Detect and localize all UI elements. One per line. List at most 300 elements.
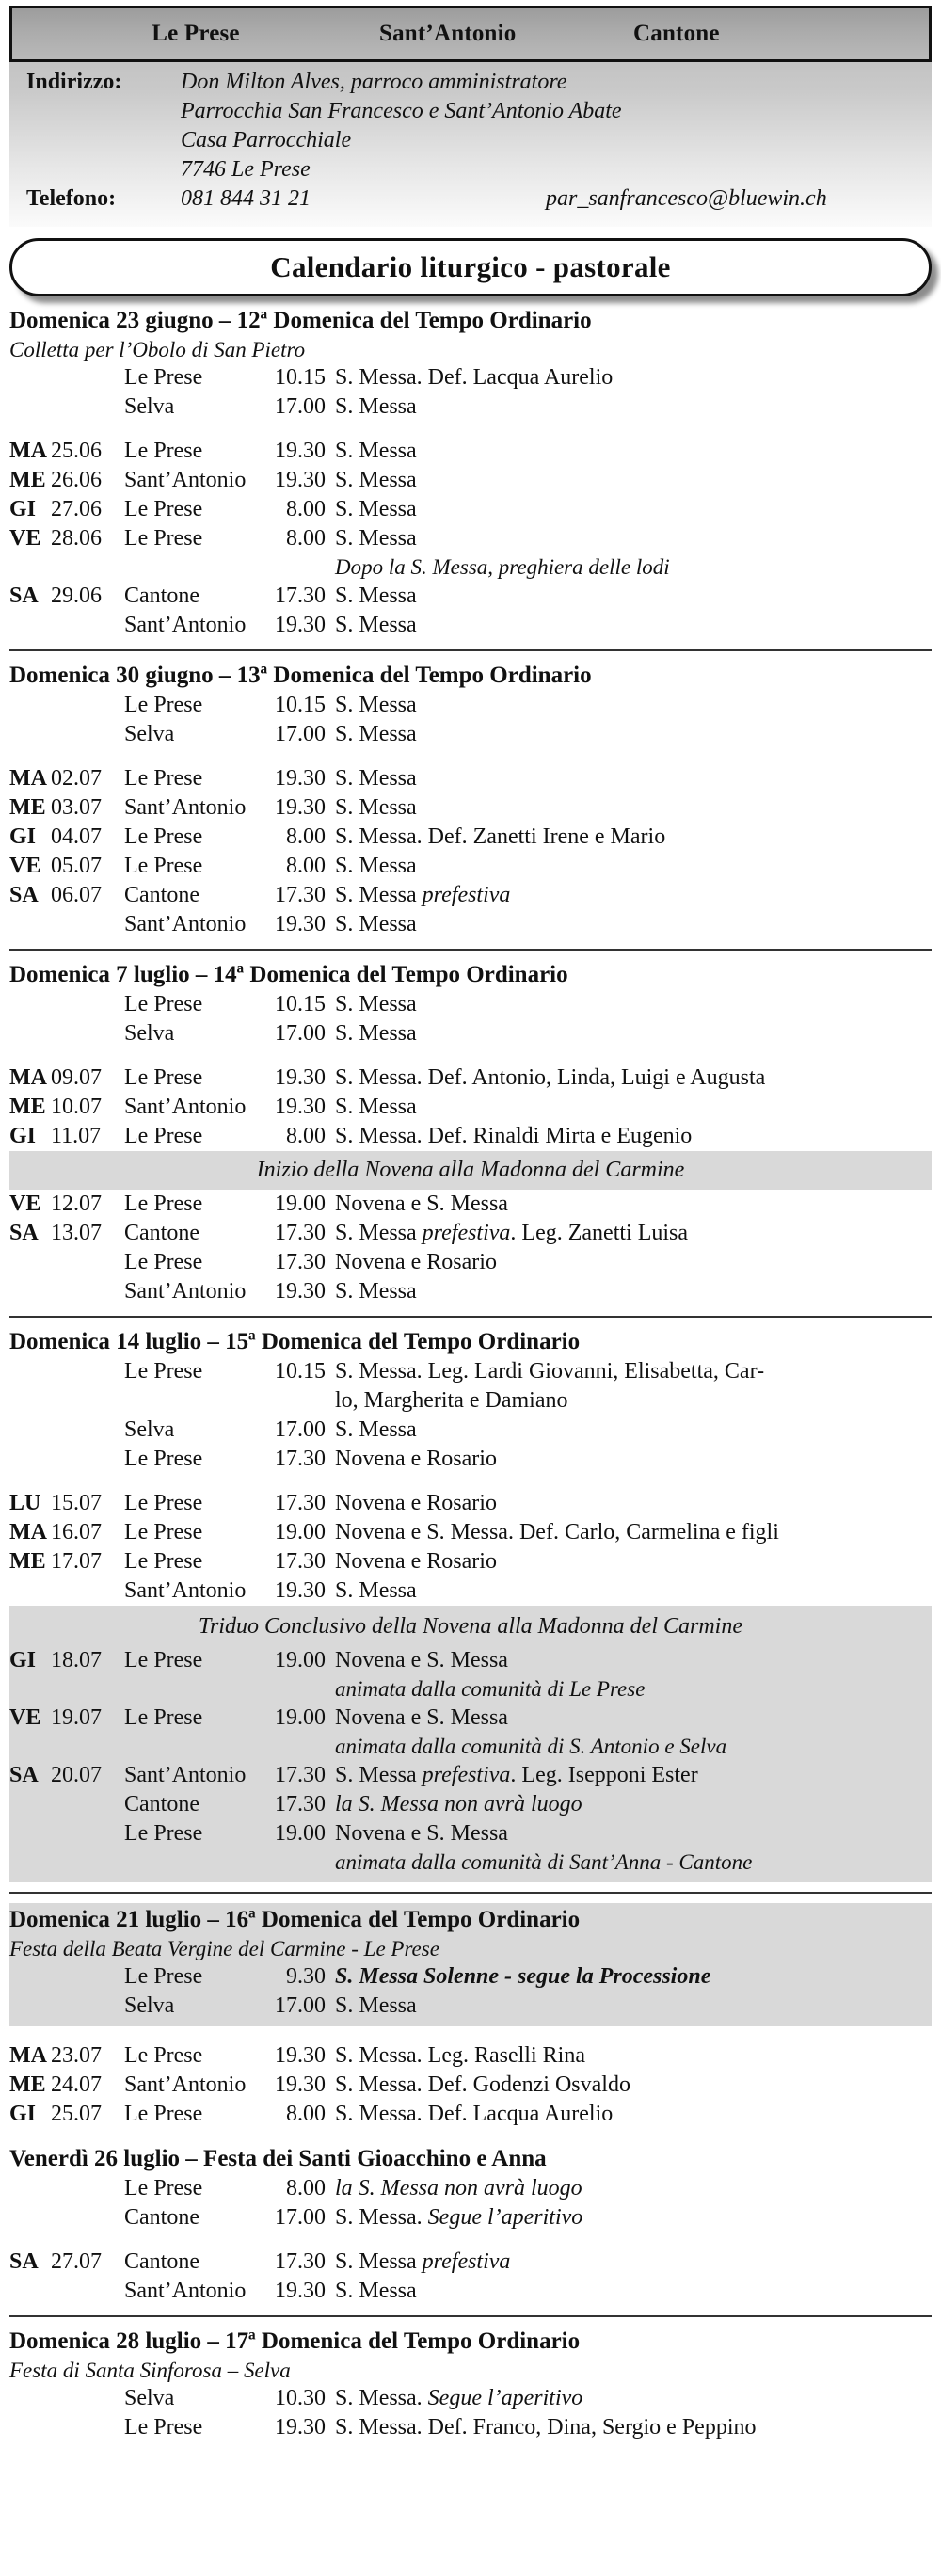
- schedule-row: [9, 2174, 932, 2203]
- row-description-italic: prefestiva: [422, 2249, 511, 2274]
- row-description-main: Novena e Rosario: [335, 1549, 497, 1574]
- row-day-of-week: MA: [9, 1065, 47, 1090]
- row-date: 29.06: [51, 584, 102, 608]
- row-date: 24.07: [51, 2072, 102, 2097]
- row-day-of-week: GI: [9, 824, 37, 849]
- schedule-row: [9, 1819, 932, 1848]
- schedule-note: [9, 1733, 932, 1761]
- note-indent: [9, 1675, 335, 1704]
- row-time: 19.30: [275, 2415, 326, 2440]
- row-time: 19.30: [275, 2072, 326, 2097]
- row-description: [335, 764, 932, 793]
- schedule-row: [9, 1093, 932, 1122]
- row-place: Cantone: [124, 2205, 199, 2230]
- row-place: Sant’Antonio: [124, 2279, 247, 2303]
- schedule-block: [9, 306, 932, 640]
- row-description: [335, 720, 932, 749]
- schedule-row: [9, 764, 932, 793]
- row-place: Selva: [124, 1417, 175, 1442]
- note-text: animata dalla comunità di S. Antonio e Selva: [335, 1735, 727, 1758]
- row-date: 27.06: [51, 497, 102, 521]
- row-place: Le Prese: [124, 1648, 203, 1672]
- schedule-row: [9, 392, 932, 422]
- row-date: 16.07: [51, 1520, 102, 1544]
- block-header: [9, 1903, 932, 2026]
- schedule-row: [9, 1704, 932, 1733]
- row-description: [335, 1962, 932, 1992]
- row-description-main: S. Messa. Def. Zanetti Irene e Mario: [335, 824, 666, 849]
- row-place: Le Prese: [124, 1549, 203, 1574]
- row-description-main: S. Messa.: [335, 2205, 428, 2230]
- row-day-of-week: VE: [9, 526, 41, 551]
- block-header: [9, 306, 932, 422]
- row-description: [335, 1190, 932, 1219]
- row-place: Le Prese: [124, 854, 203, 878]
- row-description-main: S. Messa. Def. Rinaldi Mirta e Eugenio: [335, 1124, 693, 1148]
- block-header: [9, 1327, 932, 1474]
- row-description-main: S. Messa: [335, 394, 417, 419]
- row-place: Sant’Antonio: [124, 468, 247, 492]
- row-description: [335, 1248, 932, 1277]
- triduo-section: [9, 1606, 932, 1882]
- address-line-1: Don Milton Alves, parroco amministratore: [181, 70, 567, 94]
- row-description: [335, 524, 932, 553]
- row-description-italic: la S. Messa non avrà luogo: [335, 1792, 582, 1816]
- block-title: Domenica 23 giugno – 12ª Domenica del Tempo Ordinario: [9, 308, 592, 333]
- schedule-block: [9, 2327, 932, 2442]
- row-description: [335, 2277, 932, 2306]
- row-description: [335, 1219, 932, 1248]
- schedule-row: [9, 1219, 932, 1248]
- row-description: [335, 2413, 932, 2442]
- row-description-main: S. Messa: [335, 1221, 423, 1245]
- block-title: Domenica 28 luglio – 17ª Domenica del Tempo Ordinario: [9, 2328, 581, 2354]
- row-time: 17.30: [275, 1447, 326, 1471]
- row-date: 26.06: [51, 468, 102, 492]
- row-day-of-week: ME: [9, 1549, 46, 1574]
- feast-subheading: Venerdì 26 luglio – Festa dei Santi Gioacchino e Anna: [9, 2146, 547, 2171]
- row-place: Le Prese: [124, 1447, 203, 1471]
- row-description-main: S. Messa: [335, 2279, 417, 2303]
- note-indent: [9, 1848, 335, 1877]
- row-time: 19.00: [275, 1705, 326, 1730]
- row-description-main: S. Messa: [335, 795, 417, 820]
- schedule-row: [9, 2100, 932, 2129]
- row-time: 19.00: [275, 1821, 326, 1846]
- row-description: [335, 1646, 932, 1675]
- row-description-main: S. Messa. Leg. Raselli Rina: [335, 2043, 585, 2068]
- block-spacer: [9, 2129, 932, 2144]
- address-line-4: 7746 Le Prese: [181, 157, 311, 182]
- row-time: 10.15: [275, 365, 326, 390]
- row-time: 8.00: [286, 497, 326, 521]
- row-time: 17.00: [275, 1417, 326, 1442]
- schedule-row: [9, 1992, 932, 2021]
- block-subtitle: Festa di Santa Sinforosa – Selva: [9, 2359, 291, 2382]
- row-description-main: Novena e Rosario: [335, 1491, 497, 1515]
- row-place: Selva: [124, 394, 175, 419]
- row-description: [335, 1761, 932, 1790]
- schedule-row: [9, 1489, 932, 1518]
- row-time: 10.15: [275, 693, 326, 717]
- row-place: Sant’Antonio: [124, 1095, 247, 1119]
- block-spacer: [9, 2026, 932, 2041]
- schedule-row: [9, 2041, 932, 2071]
- row-time: 8.00: [286, 526, 326, 551]
- schedule-note: [9, 1675, 932, 1704]
- block-header: [9, 661, 932, 749]
- row-day-of-week: GI: [9, 1648, 37, 1672]
- schedule-row: [9, 495, 932, 524]
- contact-detail-rows: [9, 62, 932, 227]
- row-description: [335, 1819, 932, 1848]
- row-place: Le Prese: [124, 439, 203, 463]
- block-header: [9, 960, 932, 1048]
- row-time: 19.30: [275, 2043, 326, 2068]
- block-subtitle: Festa della Beata Vergine del Carmine - Le Prese: [9, 1937, 439, 1960]
- row-description-main: S. Messa: [335, 439, 417, 463]
- row-time: 8.00: [286, 824, 326, 849]
- row-description: [335, 990, 932, 1019]
- row-description: [335, 2071, 932, 2100]
- row-place: Le Prese: [124, 1065, 203, 1090]
- row-description: [335, 2384, 932, 2413]
- row-time: 17.00: [275, 722, 326, 746]
- row-time: 19.00: [275, 1192, 326, 1216]
- row-date: 02.07: [51, 766, 102, 791]
- schedule-row: [9, 1248, 932, 1277]
- row-description-main: S. Messa: [335, 468, 417, 492]
- row-place: Sant’Antonio: [124, 1279, 247, 1304]
- row-place: Cantone: [124, 584, 199, 608]
- row-time: 17.00: [275, 1993, 326, 2018]
- row-description-italic: prefestiva: [422, 883, 511, 907]
- row-date: 09.07: [51, 1065, 102, 1090]
- row-place: Sant’Antonio: [124, 2072, 247, 2097]
- row-date: 23.07: [51, 2043, 102, 2068]
- address-line-3: Casa Parrocchiale: [181, 128, 352, 152]
- row-place: Sant’Antonio: [124, 795, 247, 820]
- row-description: [335, 495, 932, 524]
- schedule-row: [9, 1122, 932, 1151]
- row-description-main: Novena e Rosario: [335, 1250, 497, 1274]
- block-spacer: [9, 1048, 932, 1064]
- schedule-row: [9, 2277, 932, 2306]
- section-band: Triduo Conclusivo della Novena alla Madonna del Carmine: [9, 1608, 932, 1646]
- parish-name-le-prese: Le Prese: [152, 21, 240, 46]
- row-place: Le Prese: [124, 365, 203, 390]
- row-description-main: S. Messa. Def. Antonio, Linda, Luigi e Augusta: [335, 1065, 766, 1090]
- row-description-main: S. Messa. Def. Lacqua Aurelio: [335, 2102, 614, 2126]
- row-day-of-week: MA: [9, 439, 47, 463]
- row-time: 17.30: [275, 2249, 326, 2274]
- row-date: 10.07: [51, 1095, 102, 1119]
- row-description: [335, 1093, 932, 1122]
- row-time: 10.15: [275, 992, 326, 1016]
- row-place: Le Prese: [124, 526, 203, 551]
- row-description-italic: la S. Messa non avrà luogo: [335, 2176, 582, 2200]
- row-time: 8.00: [286, 2102, 326, 2126]
- telephone-row: [9, 184, 932, 214]
- block-header: [9, 2327, 932, 2442]
- row-date: 11.07: [51, 1124, 102, 1148]
- parish-names-bar: [9, 6, 932, 62]
- row-description: [335, 910, 932, 939]
- schedule-row: [9, 1416, 932, 1445]
- row-day-of-week: MA: [9, 1520, 47, 1544]
- row-place: Le Prese: [124, 1124, 203, 1148]
- row-description: [335, 1445, 932, 1474]
- schedule-row: [9, 1576, 932, 1606]
- row-time: 17.30: [275, 1763, 326, 1787]
- schedule-block: [9, 1327, 932, 1882]
- row-day-of-week: SA: [9, 1221, 39, 1245]
- schedule-row: [9, 582, 932, 611]
- row-description-main: S. Messa. Def. Godenzi Osvaldo: [335, 2072, 630, 2097]
- row-day-of-week: MA: [9, 766, 47, 791]
- row-time: 19.30: [275, 1095, 326, 1119]
- row-description-main: Novena e S. Messa: [335, 1821, 508, 1846]
- row-place: Le Prese: [124, 2176, 203, 2200]
- row-time: 17.30: [275, 584, 326, 608]
- schedule-note: [9, 1848, 932, 1877]
- row-date: 27.07: [51, 2249, 102, 2274]
- row-description-italic: prefestiva: [422, 1221, 511, 1245]
- parish-contact-card: [9, 6, 932, 227]
- row-description: [335, 2174, 932, 2203]
- row-place: Cantone: [124, 1221, 199, 1245]
- block-divider: [9, 2315, 932, 2317]
- row-date: 25.07: [51, 2102, 102, 2126]
- schedule-row: [9, 1019, 932, 1048]
- block-title: Domenica 7 luglio – 14ª Domenica del Tempo Ordinario: [9, 962, 568, 987]
- row-description-italic: Segue l’aperitivo: [427, 2386, 583, 2410]
- row-place: Selva: [124, 722, 175, 746]
- row-description-main: S. Messa. Def. Franco, Dina, Sergio e Peppino: [335, 2415, 757, 2440]
- row-description: [335, 1277, 932, 1306]
- row-description-main: S. Messa: [335, 584, 417, 608]
- row-description: [335, 611, 932, 640]
- row-place: Le Prese: [124, 1359, 203, 1384]
- schedule-row: [9, 1386, 932, 1416]
- schedule-row: [9, 910, 932, 939]
- row-time: 19.30: [275, 1065, 326, 1090]
- row-date: 12.07: [51, 1192, 102, 1216]
- block-divider: [9, 1892, 932, 1894]
- row-date: 13.07: [51, 1221, 102, 1245]
- row-description-italic: prefestiva: [422, 1763, 511, 1787]
- row-description-main: S. Messa: [335, 1993, 417, 2018]
- calendar-banner-title: Calendario liturgico - pastorale: [270, 250, 671, 283]
- row-description: [335, 1064, 932, 1093]
- row-place: Le Prese: [124, 992, 203, 1016]
- row-place: Sant’Antonio: [124, 912, 247, 936]
- row-date: 04.07: [51, 824, 102, 849]
- block-divider: [9, 649, 932, 651]
- block-title: Domenica 21 luglio – 16ª Domenica del Tempo Ordinario: [9, 1907, 581, 1932]
- row-time: 19.30: [275, 1578, 326, 1603]
- row-description: [335, 881, 932, 910]
- block-subtitle: Colletta per l’Obolo di San Pietro: [9, 338, 306, 361]
- row-time: 19.30: [275, 613, 326, 637]
- row-description: [335, 1416, 932, 1445]
- row-description-main: Novena e S. Messa. Def. Carlo, Carmelina e figli: [335, 1520, 779, 1544]
- row-description-main: S. Messa: [335, 766, 417, 791]
- row-place: Le Prese: [124, 2043, 203, 2068]
- row-time: 19.30: [275, 766, 326, 791]
- row-description: [335, 2248, 932, 2277]
- row-description-main: S. Messa: [335, 722, 417, 746]
- row-time: 19.30: [275, 912, 326, 936]
- row-time: 17.30: [275, 1221, 326, 1245]
- row-date: 25.06: [51, 439, 102, 463]
- row-description: [335, 2203, 932, 2232]
- schedule-note: [9, 553, 932, 582]
- row-place: Le Prese: [124, 1821, 203, 1846]
- row-description: [335, 852, 932, 881]
- block-spacer: [9, 2232, 932, 2248]
- row-description-main: S. Messa: [335, 1578, 417, 1603]
- row-description-main: S. Messa: [335, 1021, 417, 1046]
- row-time: 19.30: [275, 439, 326, 463]
- row-description: [335, 1518, 932, 1547]
- liturgical-calendar-page: [0, 6, 941, 2442]
- row-place: Sant’Antonio: [124, 1578, 247, 1603]
- row-description-main: S. Messa: [335, 526, 417, 551]
- schedule-row: [9, 2203, 932, 2232]
- telephone-value: 081 844 31 21: [181, 186, 311, 211]
- schedule-row: [9, 524, 932, 553]
- row-time: 8.00: [286, 854, 326, 878]
- row-place: Le Prese: [124, 1491, 203, 1515]
- schedule-row: [9, 2248, 932, 2277]
- row-description-main: S. Messa. Leg. Lardi Giovanni, Elisabetta, Car-: [335, 1359, 765, 1384]
- row-description-main: S. Messa.: [335, 2386, 428, 2410]
- row-time: 19.00: [275, 1648, 326, 1672]
- calendar-banner-wrap: [9, 238, 932, 296]
- row-day-of-week: ME: [9, 468, 46, 492]
- row-date: 18.07: [51, 1648, 102, 1672]
- row-time: 17.30: [275, 883, 326, 907]
- row-day-of-week: SA: [9, 584, 39, 608]
- schedule-row: [9, 437, 932, 466]
- row-time: 17.00: [275, 2205, 326, 2230]
- row-date: 19.07: [51, 1705, 102, 1730]
- row-description: [335, 392, 932, 422]
- schedule-row: [9, 1547, 932, 1576]
- row-place: Cantone: [124, 2249, 199, 2274]
- row-day-of-week: ME: [9, 1095, 46, 1119]
- row-description-main: S. Messa: [335, 912, 417, 936]
- row-day-of-week: GI: [9, 1124, 37, 1148]
- row-description: [335, 691, 932, 720]
- address-label: Indirizzo:: [26, 70, 122, 94]
- email-value: par_sanfrancesco@bluewin.ch: [546, 186, 827, 211]
- schedule-row: [9, 2071, 932, 2100]
- row-description-main: Novena e S. Messa: [335, 1648, 508, 1672]
- schedule-row: [9, 852, 932, 881]
- schedule-row: [9, 1357, 932, 1386]
- row-day-of-week: VE: [9, 1192, 41, 1216]
- parish-name-cantone: Cantone: [633, 21, 720, 46]
- row-description: [335, 363, 932, 392]
- row-date: 17.07: [51, 1549, 102, 1574]
- row-place: Le Prese: [124, 2102, 203, 2126]
- schedule-row: [9, 823, 932, 852]
- row-date: 05.07: [51, 854, 102, 878]
- parish-name-santantonio: Sant’Antonio: [379, 21, 517, 46]
- block-divider: [9, 949, 932, 951]
- row-time: 8.00: [286, 1124, 326, 1148]
- row-time: 19.00: [275, 1520, 326, 1544]
- schedule-row: [9, 611, 932, 640]
- row-place: Le Prese: [124, 1964, 203, 1989]
- row-description: [335, 1489, 932, 1518]
- row-description-main: lo, Margherita e Damiano: [335, 1388, 568, 1413]
- row-description: [335, 1547, 932, 1576]
- row-place: Le Prese: [124, 766, 203, 791]
- block-spacer: [9, 749, 932, 764]
- schedule-row: [9, 363, 932, 392]
- row-day-of-week: SA: [9, 883, 39, 907]
- row-time: 19.30: [275, 795, 326, 820]
- row-time: 8.00: [286, 2176, 326, 2200]
- row-description: [335, 582, 932, 611]
- row-day-of-week: VE: [9, 1705, 41, 1730]
- address-line-2: Parrocchia San Francesco e Sant’Antonio Abate: [181, 99, 622, 123]
- note-text: Dopo la S. Messa, preghiera delle lodi: [335, 555, 670, 579]
- row-description-main: S. Messa: [335, 1417, 417, 1442]
- row-description: [335, 1019, 932, 1048]
- note-text: animata dalla comunità di Le Prese: [335, 1677, 646, 1701]
- row-description: [335, 1992, 932, 2021]
- row-description-tail: . Leg. Zanetti Luisa: [510, 1221, 689, 1245]
- row-description: [335, 1386, 932, 1416]
- row-place: Sant’Antonio: [124, 613, 247, 637]
- note-indent: [9, 553, 335, 582]
- row-description-main: Novena e Rosario: [335, 1447, 497, 1471]
- row-time: 9.30: [286, 1964, 326, 1989]
- row-description: [335, 2041, 932, 2071]
- row-day-of-week: ME: [9, 2072, 46, 2097]
- row-description-main: Novena e S. Messa: [335, 1192, 508, 1216]
- schedule-row: [9, 793, 932, 823]
- row-time: 19.30: [275, 1279, 326, 1304]
- row-description: [335, 1576, 932, 1606]
- row-description: [335, 1704, 932, 1733]
- block-title: Domenica 30 giugno – 13ª Domenica del Tempo Ordinario: [9, 663, 592, 688]
- row-description: [335, 1122, 932, 1151]
- row-description-main: Novena e S. Messa: [335, 1705, 508, 1730]
- row-time: 10.15: [275, 1359, 326, 1384]
- row-description-main: S. Messa: [335, 497, 417, 521]
- row-description-main: S. Messa: [335, 2249, 423, 2274]
- address-row: [9, 68, 932, 184]
- row-place: Le Prese: [124, 693, 203, 717]
- row-place: Cantone: [124, 883, 199, 907]
- row-day-of-week: SA: [9, 1763, 39, 1787]
- schedule-block: [9, 960, 932, 1306]
- row-place: Selva: [124, 2386, 175, 2410]
- row-time: 10.30: [275, 2386, 326, 2410]
- row-description-tail: . Leg. Isepponi Ester: [510, 1763, 698, 1787]
- schedule-block: [9, 1903, 932, 2306]
- row-time: 17.30: [275, 1250, 326, 1274]
- schedule-row: [9, 1761, 932, 1790]
- row-description-main: S. Messa: [335, 992, 417, 1016]
- schedule-row: [9, 2384, 932, 2413]
- block-spacer: [9, 1474, 932, 1489]
